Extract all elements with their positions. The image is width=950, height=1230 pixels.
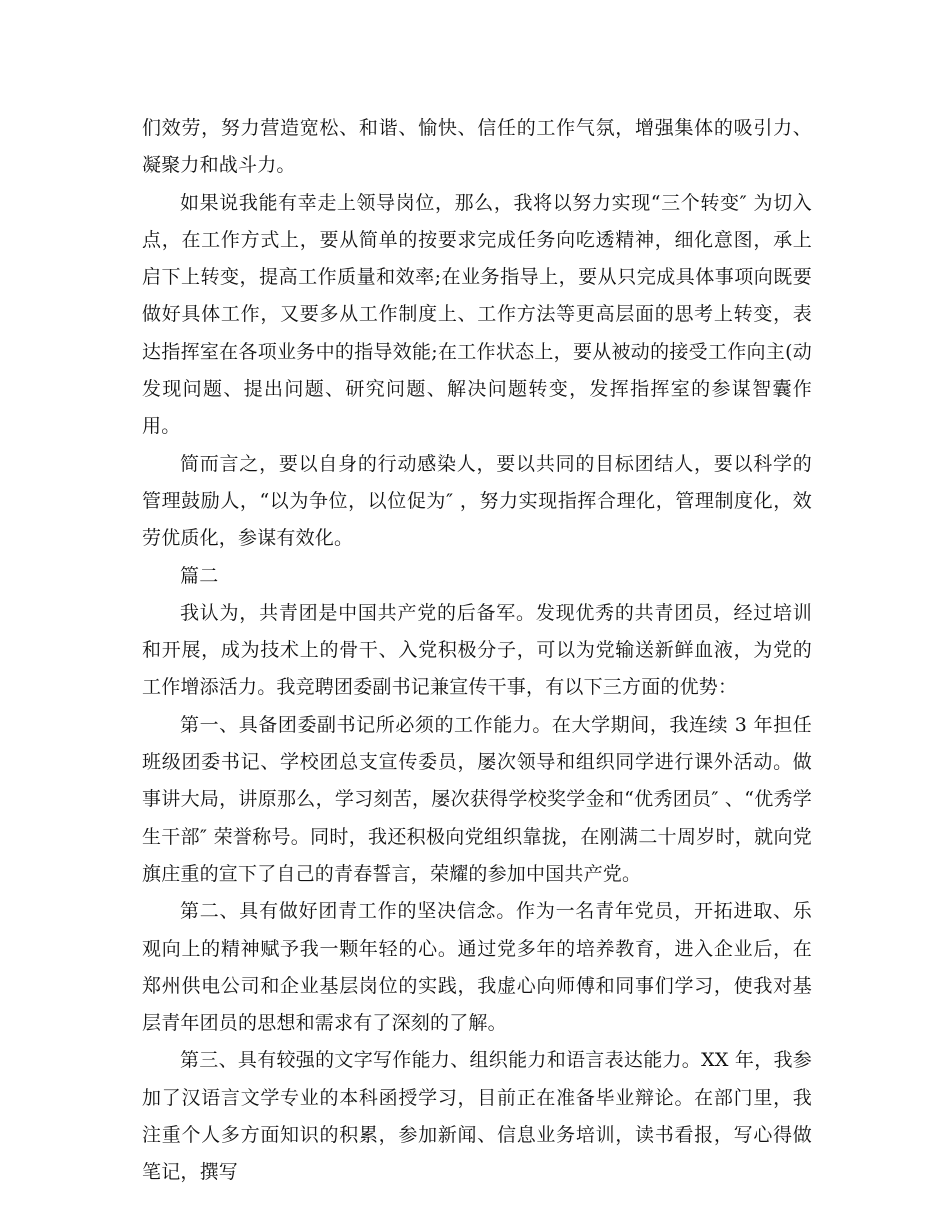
document-body [142, 110, 812, 1192]
paragraph-1: 们效劳，努力营造宽松、和谐、愉快、信任的工作气氛，增强集体的吸引力、凝聚力和战斗力。 [142, 117, 812, 177]
paragraph-2: 如果说我能有幸走上领导岗位，那么，我将以努力实现“三个转变″ 为切入点，在工作方式上，要从简单的按要求完成任务向吃透精神，细化意图，承上启下上转变，提高工作质量和效率;在业务指导上，要从只完成具体事项向既要做好具体工作，又要多从工作制度上、工作方法等更高层面的思考上转变，表达指挥室在各项业务中的指导效能;在工作状态上，要从被动的接受工作向主(动发现问题、提出问题、研究问题、解决问题转变，发挥指挥室的参谋智囊作用。 [142, 191, 812, 438]
section-heading: 篇二 [180, 564, 219, 587]
paragraph-3: 简而言之，要以自身的行动感染人，要以共同的目标团结人，要以科学的管理鼓励人，“以为争位，以位促为″ ，努力实现指挥合理化，管理制度化，效劳优质化，参谋有效化。 [142, 452, 812, 550]
paragraph-6: 第一、具备团委副书记所必须的工作能力。在大学期间，我连续 3 年担任班级团委书记、学校团总支宣传委员，屡次领导和组织同学进行课外活动。做事讲大局，讲原那么，学习刻苦，屡次获得学校奖学金和“优秀团员″ 、“优秀学生干部″ 荣誉称号。同时，我还积极向党组织靠拢，在刚满二十周岁时，就向党旗庄重的宣下了自己的青春誓言，荣耀的参加中国共产党。 [142, 713, 812, 885]
paragraph-7: 第二、具有做好团青工作的坚决信念。作为一名青年党员，开拓进取、乐观向上的精神赋予我一颗年轻的心。通过党多年的培养教育，进入企业后，在郑州供电公司和企业基层岗位的实践，我虚心向师傅和同事们学习，使我对基层青年团员的思想和需求有了深刻的了解。 [142, 900, 812, 1035]
paragraph-5: 我认为，共青团是中国共产党的后备军。发现优秀的共青团员，经过培训和开展，成为技术上的骨干、入党积极分子，可以为党输送新鲜血液，为党的工作增添活力。我竞聘团委副书记兼宣传干事，有以下三方面的优势： [142, 601, 812, 699]
paragraph-8: 第三、具有较强的文字写作能力、组织能力和语言表达能力。XX 年，我参加了汉语言文学专业的本科函授学习，目前正在准备毕业辩论。在部门里，我注重个人多方面知识的积累，参加新闻、信息业务培训，读书看报，写心得做笔记，撰写 [142, 1049, 812, 1184]
